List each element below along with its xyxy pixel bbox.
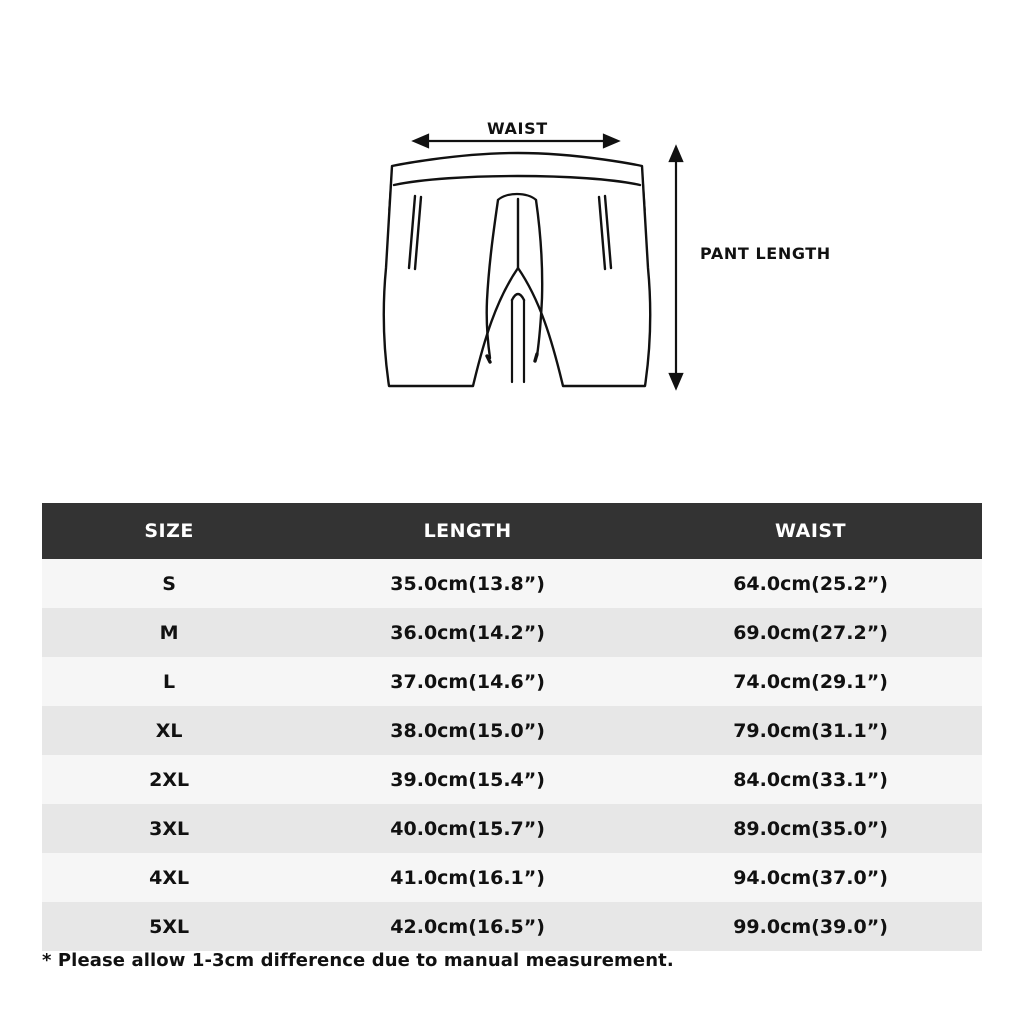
column-header-size: SIZE <box>42 503 296 559</box>
cell-waist: 74.0cm(29.1”) <box>733 670 888 693</box>
table-row <box>42 608 982 657</box>
cell-size: XL <box>155 719 183 742</box>
table-row <box>42 755 982 804</box>
cell-waist: 89.0cm(35.0”) <box>733 817 888 840</box>
cell-length: 35.0cm(13.8”) <box>390 572 545 595</box>
size-diagram <box>0 0 1024 470</box>
cell-waist: 79.0cm(31.1”) <box>733 719 888 742</box>
column-header-waist: WAIST <box>639 503 982 559</box>
cell-length: 39.0cm(15.4”) <box>390 768 545 791</box>
table-row <box>42 804 982 853</box>
cell-length: 37.0cm(14.6”) <box>390 670 545 693</box>
table-row <box>42 853 982 902</box>
cell-waist: 69.0cm(27.2”) <box>733 621 888 644</box>
pant-length-dimension-label: PANT LENGTH <box>700 244 831 263</box>
cell-length: 42.0cm(16.5”) <box>390 915 545 938</box>
size-chart-header <box>42 503 982 559</box>
cell-waist: 84.0cm(33.1”) <box>733 768 888 791</box>
cell-size: 4XL <box>149 866 190 889</box>
waist-dimension-label: WAIST <box>487 119 548 138</box>
cell-waist: 94.0cm(37.0”) <box>733 866 888 889</box>
cell-length: 38.0cm(15.0”) <box>390 719 545 742</box>
size-chart-body <box>42 559 982 951</box>
cell-length: 41.0cm(16.1”) <box>390 866 545 889</box>
cell-size: L <box>163 670 176 693</box>
cell-waist: 64.0cm(25.2”) <box>733 572 888 595</box>
cell-size: 2XL <box>149 768 190 791</box>
size-chart-table <box>42 503 982 951</box>
table-row <box>42 559 982 608</box>
cell-length: 36.0cm(14.2”) <box>390 621 545 644</box>
table-row <box>42 657 982 706</box>
cell-size: 5XL <box>149 915 190 938</box>
shorts-illustration <box>0 0 1024 470</box>
cell-waist: 99.0cm(39.0”) <box>733 915 888 938</box>
cell-size: S <box>162 572 176 595</box>
table-row <box>42 902 982 951</box>
table-row <box>42 706 982 755</box>
cell-size: 3XL <box>149 817 190 840</box>
cell-size: M <box>159 621 179 644</box>
measurement-disclaimer: * Please allow 1-3cm difference due to manual measurement. <box>42 950 674 971</box>
column-header-length: LENGTH <box>296 503 639 559</box>
table-header-row <box>42 503 982 559</box>
pant-length-dimension-arrow <box>670 147 682 388</box>
cell-length: 40.0cm(15.7”) <box>390 817 545 840</box>
